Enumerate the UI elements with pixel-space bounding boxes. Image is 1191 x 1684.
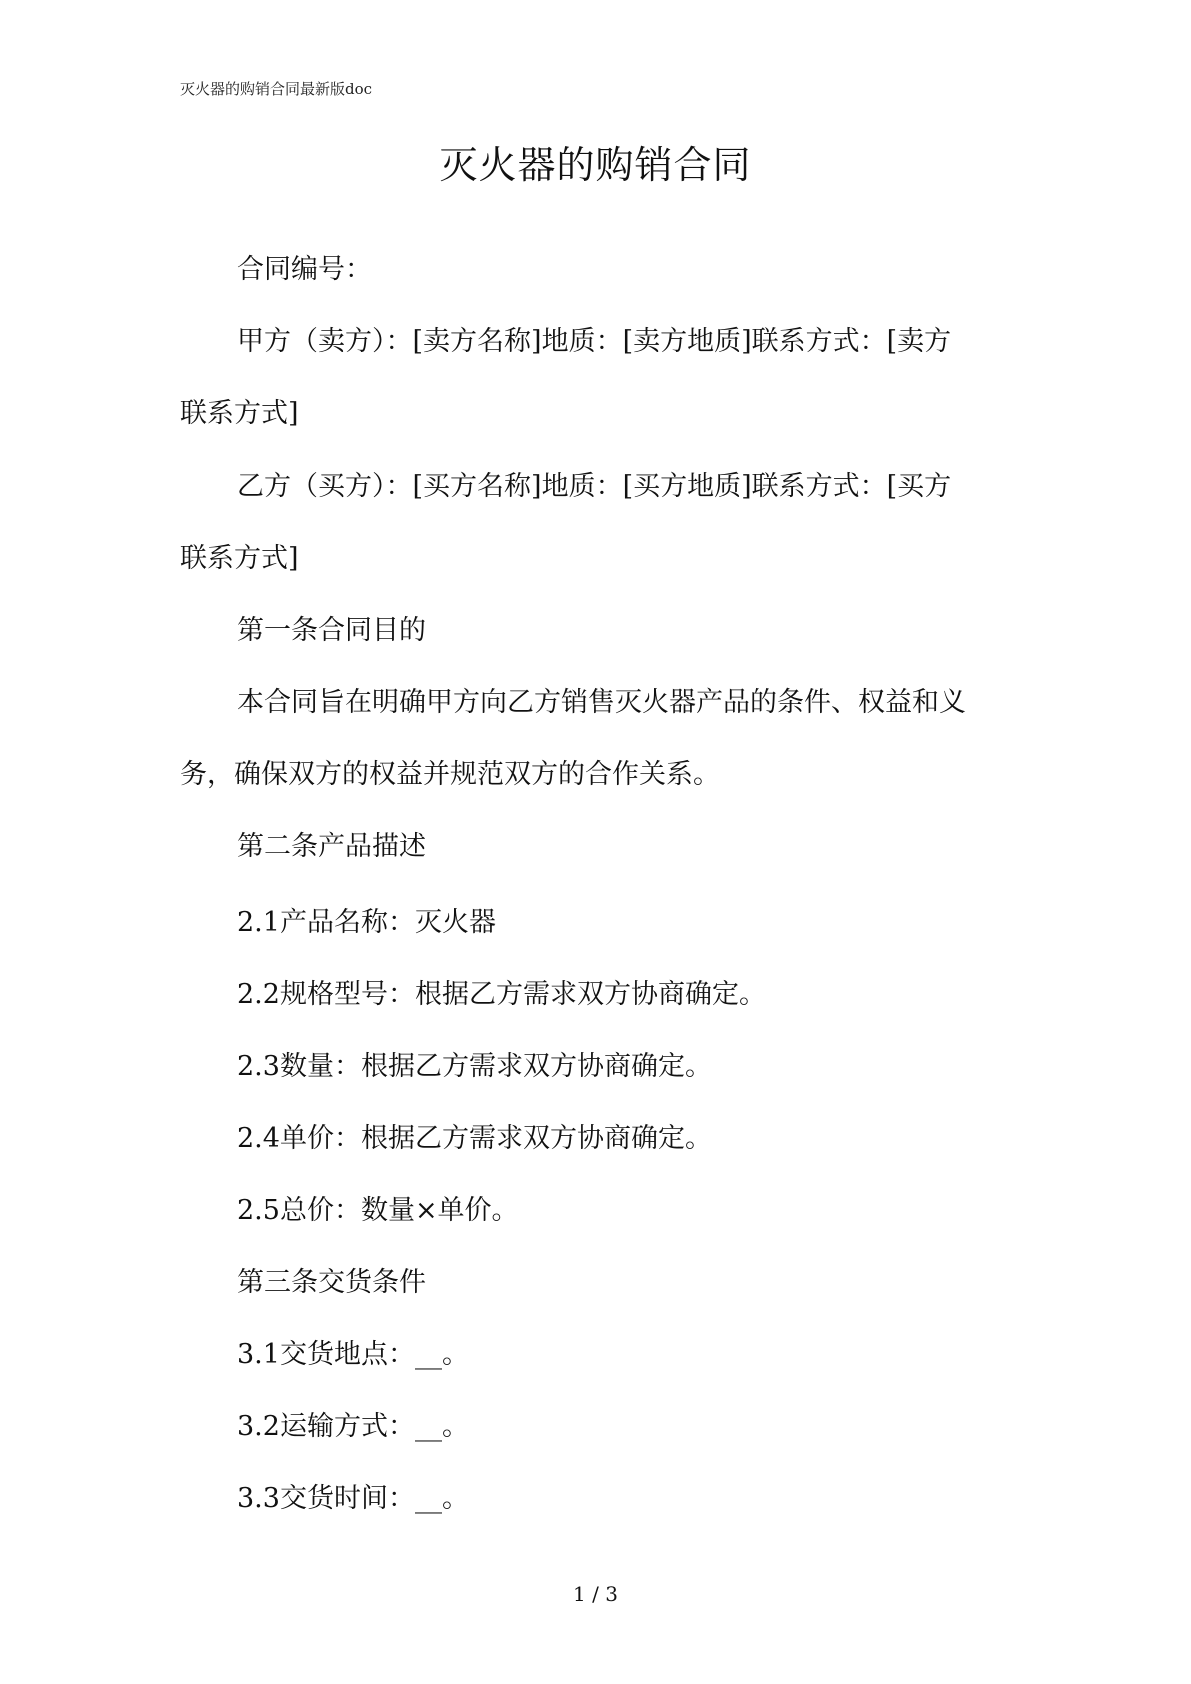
article-1-paragraph: 本合同旨在明确甲方向乙方销售灭火器产品的条件、权益和义 [237,687,966,718]
running-header: 灭火器的购销合同最新版doc [180,80,373,98]
article-1-heading: 第一条合同目的 [237,615,426,646]
contract-number-line: 合同编号： [237,254,372,285]
clause-2-4: 2.4单价：根据乙方需求双方协商确定。 [237,1123,712,1154]
party-a-line: 甲方（卖方）：[卖方名称]地质：[卖方地质]联系方式：[卖方 [237,326,952,357]
clause-3-2: 3.2运输方式：__。 [237,1411,469,1442]
article-2-heading: 第二条产品描述 [237,831,426,862]
party-a-line-continued: 联系方式] [180,398,299,429]
page-number: 1 / 3 [573,1582,618,1606]
clause-2-3: 2.3数量：根据乙方需求双方协商确定。 [237,1051,712,1082]
clause-3-3: 3.3交货时间：__。 [237,1483,469,1514]
party-b-line-continued: 联系方式] [180,543,299,574]
party-b-line: 乙方（买方）：[买方名称]地质：[买方地质]联系方式：[买方 [237,471,952,502]
article-1-paragraph-continued: 务，确保双方的权益并规范双方的合作关系。 [180,759,720,790]
document-title: 灭火器的购销合同 [439,143,752,187]
clause-3-1: 3.1交货地点：__。 [237,1339,469,1370]
clause-2-1: 2.1产品名称：灭火器 [237,907,496,938]
clause-2-5: 2.5总价：数量×单价。 [237,1195,519,1226]
clause-2-2: 2.2规格型号：根据乙方需求双方协商确定。 [237,979,766,1010]
article-3-heading: 第三条交货条件 [237,1267,426,1298]
